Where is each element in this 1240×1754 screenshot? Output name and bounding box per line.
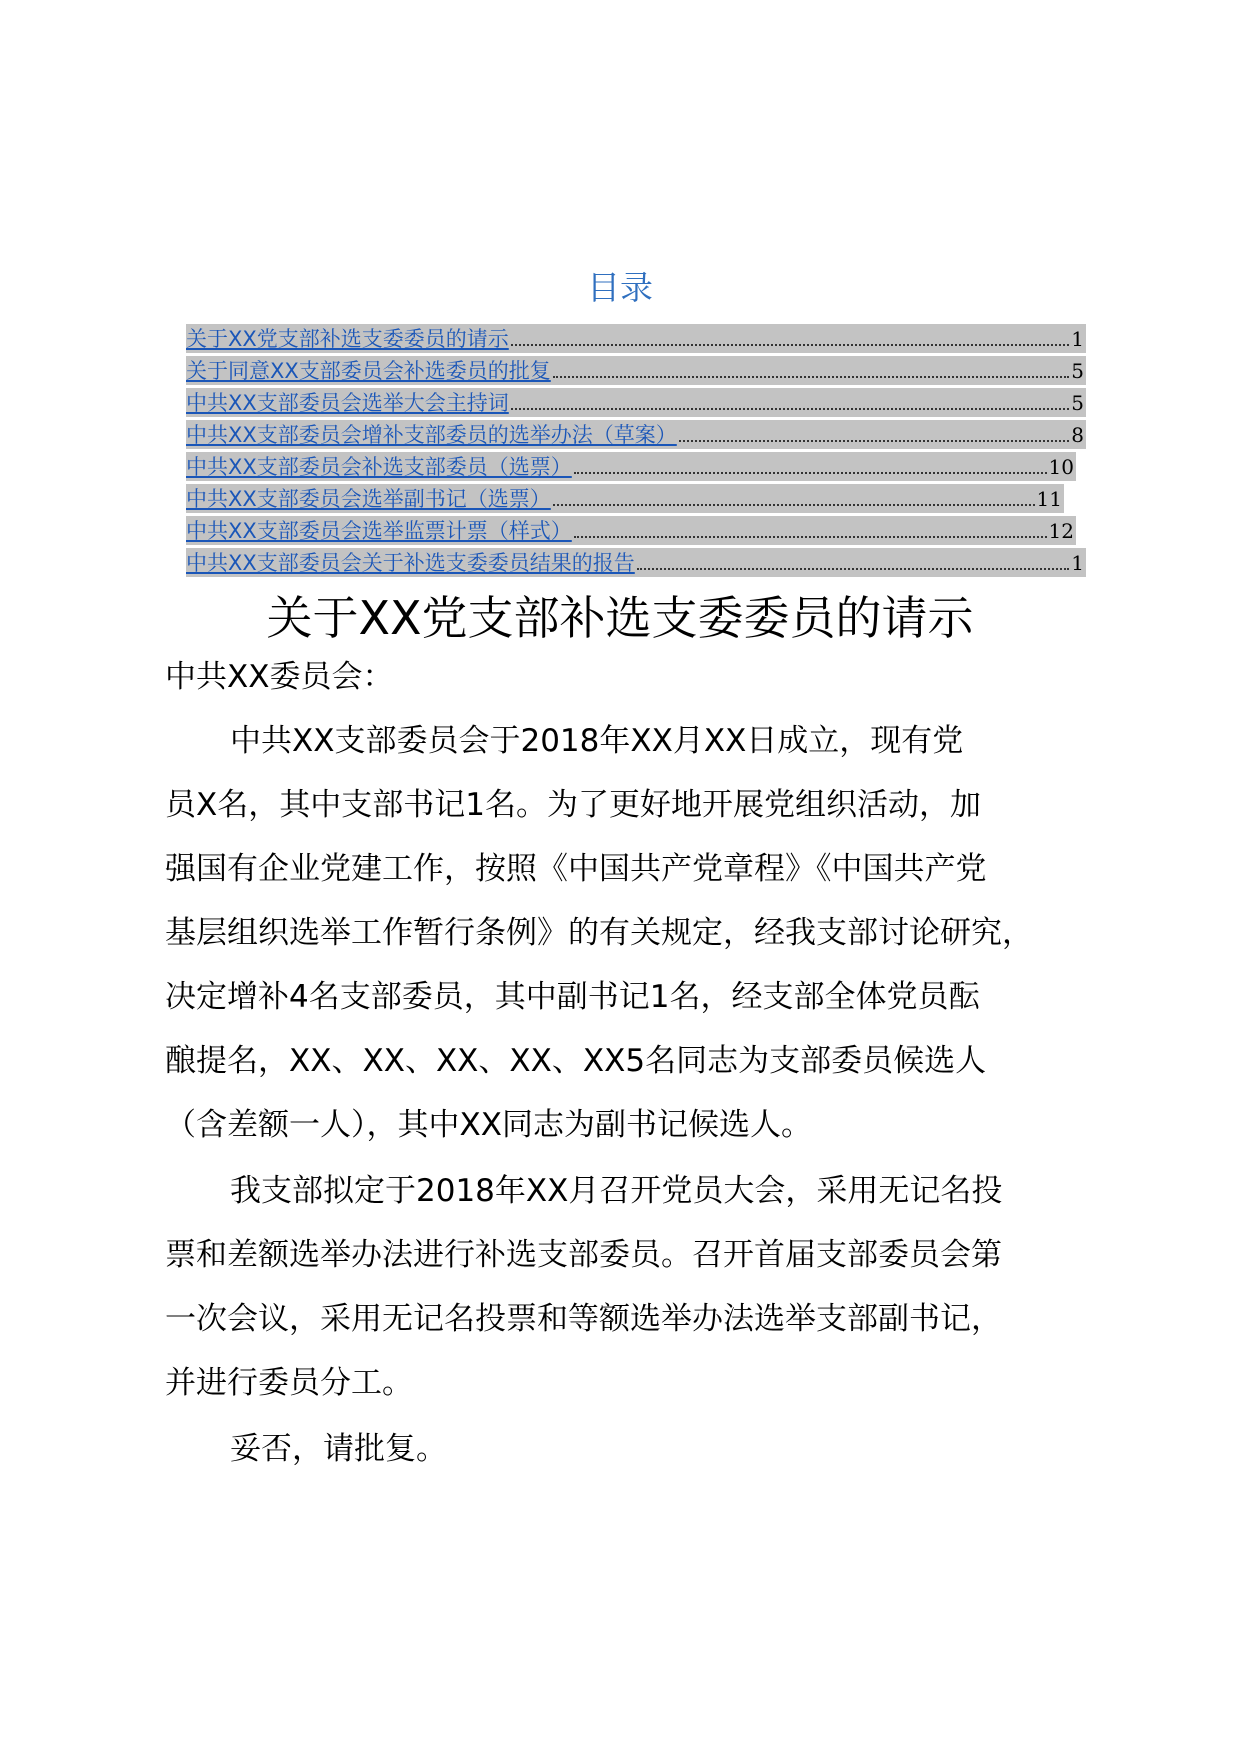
toc-leader bbox=[511, 408, 1069, 410]
toc-leader bbox=[637, 568, 1069, 570]
body-line: （含差额一人），其中XX同志为副书记候选人。 bbox=[165, 1107, 812, 1143]
toc-entry[interactable] bbox=[186, 388, 1086, 417]
toc-entry-link[interactable]: 关于同意XX支部委员会补选委员的批复 bbox=[186, 359, 551, 383]
toc-entry[interactable] bbox=[186, 356, 1086, 385]
toc-entry[interactable] bbox=[186, 516, 1076, 545]
toc-entry[interactable] bbox=[186, 484, 1064, 513]
toc-entry[interactable] bbox=[186, 324, 1086, 353]
salutation: 中共XX委员会： bbox=[165, 659, 394, 695]
toc-entry-link[interactable]: 中共XX支部委员会增补支部委员的选举办法（草案） bbox=[186, 423, 677, 447]
toc-leader bbox=[553, 504, 1035, 506]
body-line: 强国有企业党建工作，按照《中国共产党章程》《中国共产党 bbox=[165, 851, 987, 887]
toc-page-number: 5 bbox=[1071, 391, 1084, 415]
toc-page-number: 12 bbox=[1048, 519, 1074, 543]
document-title: 关于XX党支部补选支委委员的请示 bbox=[266, 591, 974, 645]
body-line: 并进行委员分工。 bbox=[165, 1365, 413, 1401]
table-of-contents bbox=[186, 324, 1086, 580]
toc-entry-link[interactable]: 中共XX支部委员会选举大会主持词 bbox=[186, 391, 509, 415]
toc-entry-link[interactable]: 中共XX支部委员会选举副书记（选票） bbox=[186, 487, 551, 511]
body-line: 我支部拟定于2018年XX月召开党员大会，采用无记名投 bbox=[230, 1173, 1003, 1209]
body-line: 员X名，其中支部书记1名。为了更好地开展党组织活动，加 bbox=[165, 787, 981, 823]
body-line: 决定增补4名支部委员，其中副书记1名，经支部全体党员酝 bbox=[165, 979, 980, 1015]
toc-entry[interactable] bbox=[186, 452, 1076, 481]
toc-leader bbox=[574, 536, 1047, 538]
toc-leader bbox=[553, 376, 1069, 378]
toc-entry-link[interactable]: 中共XX支部委员会选举监票计票（样式） bbox=[186, 519, 572, 543]
body-line: 酿提名，XX、XX、XX、XX、XX5名同志为支部委员候选人 bbox=[165, 1043, 987, 1079]
toc-page-number: 11 bbox=[1036, 487, 1062, 511]
toc-entry[interactable] bbox=[186, 420, 1086, 449]
body-line: 基层组织选举工作暂行条例》的有关规定，经我支部讨论研究， bbox=[165, 915, 1033, 951]
toc-page-number: 1 bbox=[1071, 551, 1084, 575]
toc-page-number: 1 bbox=[1071, 327, 1084, 351]
toc-entry[interactable] bbox=[186, 548, 1086, 577]
toc-entry-link[interactable]: 关于XX党支部补选支委委员的请示 bbox=[186, 327, 509, 351]
toc-leader bbox=[511, 344, 1069, 346]
body-line: 一次会议，采用无记名投票和等额选举办法选举支部副书记， bbox=[165, 1301, 1002, 1337]
toc-leader bbox=[574, 472, 1047, 474]
toc-entry-link[interactable]: 中共XX支部委员会补选支部委员（选票） bbox=[186, 455, 572, 479]
toc-page-number: 8 bbox=[1071, 423, 1084, 447]
toc-page-number: 5 bbox=[1071, 359, 1084, 383]
body-line: 中共XX支部委员会于2018年XX月XX日成立，现有党 bbox=[230, 723, 964, 759]
body-line: 妥否，请批复。 bbox=[230, 1431, 447, 1467]
body-line: 票和差额选举办法进行补选支部委员。召开首届支部委员会第 bbox=[165, 1237, 1002, 1273]
toc-entry-link[interactable]: 中共XX支部委员会关于补选支委委员结果的报告 bbox=[186, 551, 635, 575]
toc-title: 目录 bbox=[587, 268, 653, 307]
toc-leader bbox=[679, 440, 1069, 442]
toc-page-number: 10 bbox=[1048, 455, 1074, 479]
